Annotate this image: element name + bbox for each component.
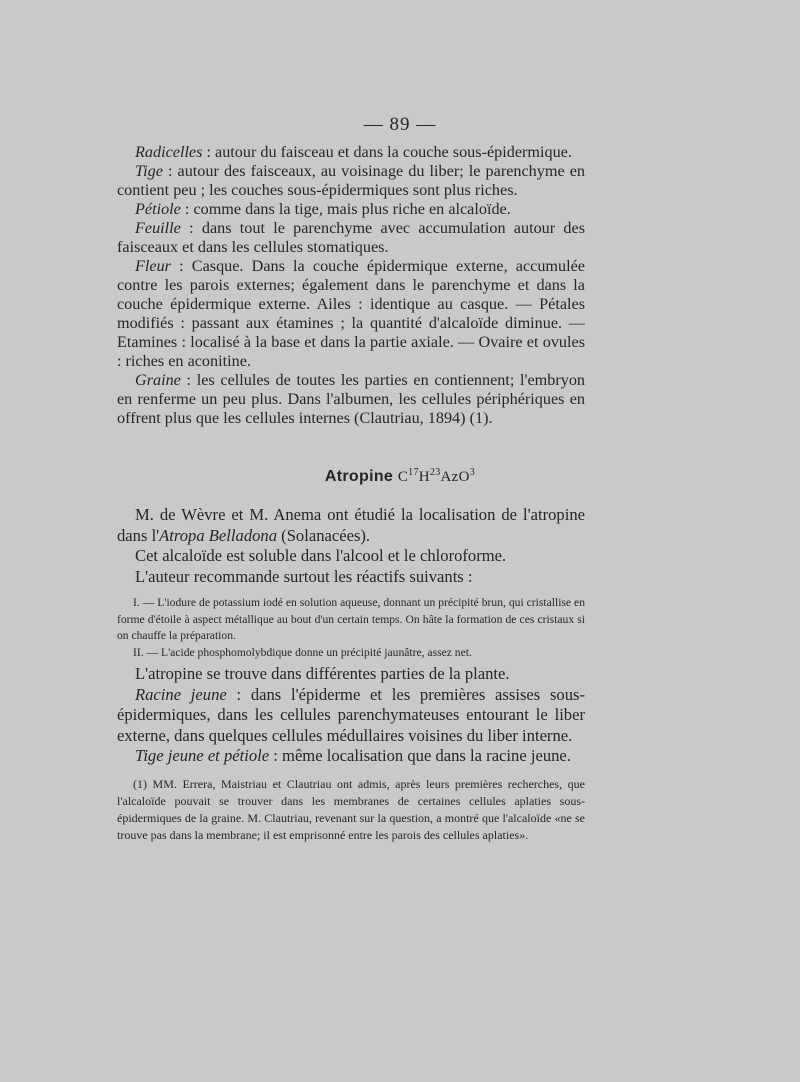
paragraph-tige: Tige : autour des faisceaux, au voisinage du liber; le parenchyme en contient peu ; les couches sous-épidermiques sont plus riches. (117, 162, 585, 199)
reagent-list (117, 595, 585, 661)
paragraph-de-wevre: M. de Wèvre et M. Anema ont étudié la localisation de l'atropine dans l'Atropa Belladona (Solanacées). (117, 505, 585, 545)
paragraph-fleur: Fleur : Casque. Dans la couche épidermique externe, accumulée contre les parois externes; également dans le parenchyme et dans la couche épidermique externe. Ailes : identique au casque. — Pétales modifiés : passant aux étamines ; la quantité d'alcaloïde diminue. — Etamines : localisé à la base et dans la partie axiale. — Ovaire et ovules : riches en aconitine. (117, 257, 585, 370)
chemical-formula: $C^{17}H^{23}AzO^3$ (397, 467, 476, 485)
paragraph-tige-jeune: Tige jeune et pétiole : même localisation que dans la racine jeune. (135, 746, 571, 765)
section-atropine-intro (117, 505, 585, 661)
page-number: — 89 — (363, 114, 437, 135)
reagent-item: II. — L'acide phosphomolybdique donne un précipité jaunâtre, assez net. (133, 645, 472, 659)
section-heading-atropine: Atropine $C^{17}H^{23}AzO^3$ (324, 467, 476, 485)
section-atropine-localisation (117, 664, 585, 767)
paragraph-racine-jeune: Racine jeune : dans l'épiderme et les premières assises sous-épidermiques, dans les cellules parenchymateuses entourant le liber externe, dans quelques cellules médullaires voisines du liber interne. (117, 684, 585, 745)
paragraph-feuille: Feuille : dans tout le parenchyme avec accumulation autour des faisceaux et dans les cellules stomatiques. (117, 219, 585, 256)
footnote (117, 776, 585, 844)
paragraph-petiole: Pétiole : comme dans la tige, mais plus riche en alcaloïde. (135, 200, 511, 218)
section-localisation-aconitine (117, 143, 585, 428)
footnote-text: (1) MM. Errera, Maistriau et Clautriau ont admis, après leurs premières recherches, que l'alcaloïde pouvait se trouver dans les membranes de certaines cellules aplaties sous-épidermiques de la graine. M. Clautriau, revenant sur la question, a montré que l'alcaloïde «ne se trouve pas dans la membrane; il est emprisonné entre les parois des cellules aplaties». (117, 777, 585, 842)
paragraph-radicelles: Radicelles : autour du faisceau et dans la couche sous-épidermique. (135, 143, 572, 161)
paragraph-atropine-parts: L'atropine se trouve dans différentes parties de la plante. (135, 664, 510, 683)
reagent-item: I. — L'iodure de potassium iodé en solution aqueuse, donnant un précipité brun, qui cristallise en forme d'étoile à aspect métallique au bout d'un certain temps. On hâte la formation de ces cristaux si on chauffe la préparation. (117, 596, 585, 642)
paragraph-reagents-intro: L'auteur recommande surtout les réactifs suivants : (135, 566, 473, 586)
paragraph-graine: Graine : les cellules de toutes les parties en contiennent; l'embryon en renferme un peu plus. Dans l'albumen, les cellules périphériques en offrent plus que les cellules internes (Clautriau, 1894) (1). (117, 371, 586, 427)
paragraph-solubility: Cet alcaloïde est soluble dans l'alcool et le chloroforme. (135, 546, 507, 565)
